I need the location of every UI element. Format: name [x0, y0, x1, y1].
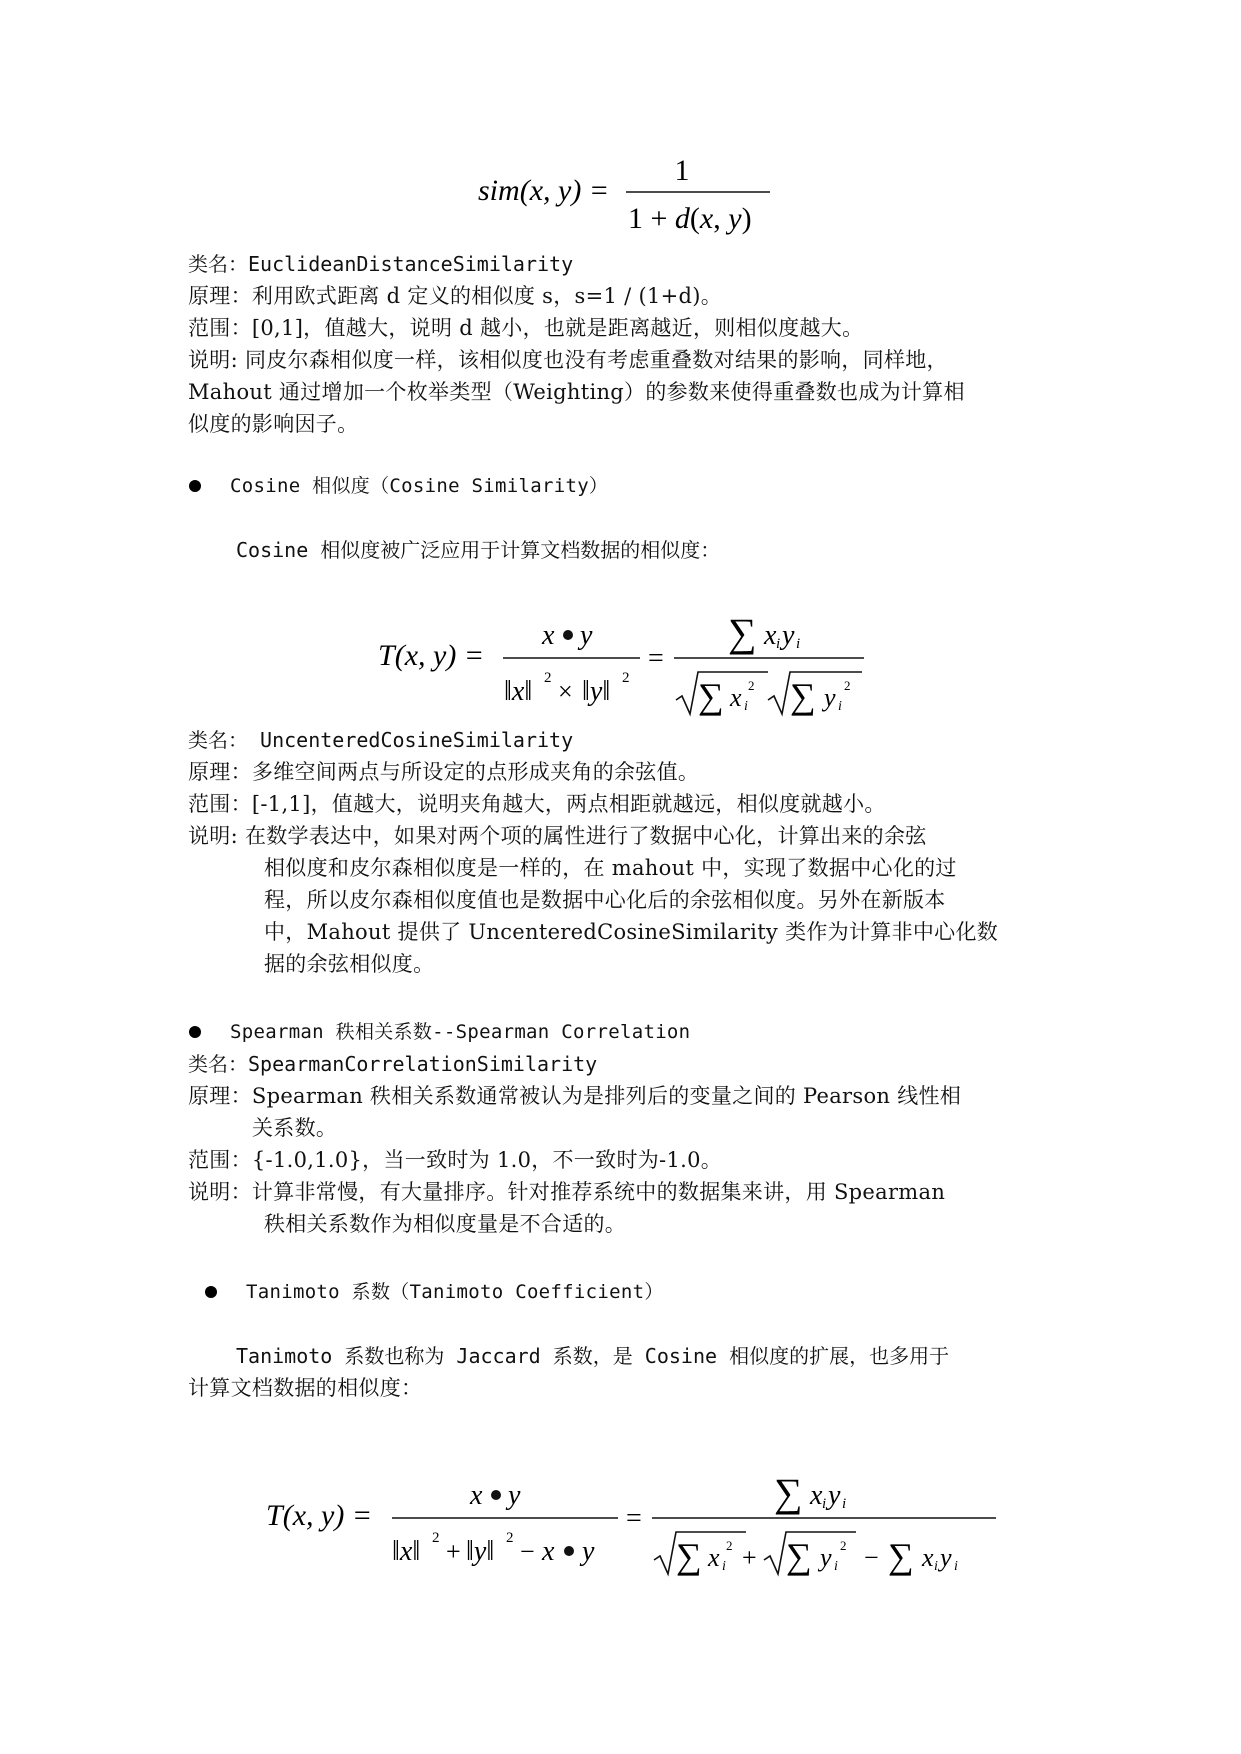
svg-text:i: i: [834, 1559, 838, 1574]
svg-text:i: i: [744, 699, 748, 714]
svg-text:+: +: [446, 1537, 461, 1566]
svg-text:i: i: [776, 636, 781, 652]
svg-text:y: y: [828, 1480, 841, 1511]
svg-text:∑: ∑: [676, 1536, 702, 1576]
spearman-range: 范围：{-1.0,1.0}，当一致时为 1.0，不一致时为-1.0。: [188, 1148, 723, 1172]
svg-text:‖y‖: ‖y‖: [582, 676, 611, 707]
euclidean-note-line-2: Mahout 通过增加一个枚举类型（Weighting）的参数来使得重叠数也成为计算相: [188, 380, 965, 404]
euclidean-principle: 原理：利用欧式距离 d 定义的相似度 s，s=1 / (1+d)。: [188, 284, 723, 308]
svg-text:T(x, y) =: T(x, y) =: [266, 1499, 373, 1532]
svg-text:y: y: [824, 683, 836, 712]
spearman-principle-line-2: 关系数。: [252, 1116, 338, 1140]
svg-text:∑: ∑: [790, 676, 816, 716]
svg-text:‖x‖: ‖x‖: [392, 1536, 421, 1567]
svg-text:∑: ∑: [728, 610, 757, 655]
spearman-note-line-1: 说明：计算非常慢，有大量排序。针对推荐系统中的数据集来讲，用 Spearman: [188, 1180, 946, 1204]
svg-text:x: x: [764, 620, 777, 651]
svg-text:2: 2: [506, 1530, 514, 1546]
svg-text:y: y: [582, 1536, 595, 1567]
svg-text:x: x: [922, 1543, 934, 1572]
cosine-bullet-icon: [189, 480, 201, 492]
spearman-classname: 类名：SpearmanCorrelationSimilarity: [188, 1052, 598, 1076]
cosine-note-line-3: 程，所以皮尔森相似度值也是数据中心化后的余弦相似度。另外在新版本: [264, 888, 946, 912]
svg-text:=: =: [648, 643, 664, 674]
svg-text:∑: ∑: [888, 1536, 914, 1576]
euclidean-similarity-formula: [478, 150, 798, 240]
svg-text:x: x: [708, 1543, 720, 1572]
svg-text:y: y: [820, 1543, 832, 1572]
svg-text:i: i: [954, 1559, 958, 1574]
cosine-heading: Cosine 相似度（Cosine Similarity）: [230, 475, 609, 497]
cosine-note-line-1: 说明: 在数学表达中，如果对两个项的属性进行了数据中心化，计算出来的余弦: [188, 824, 927, 848]
svg-text:−: −: [520, 1537, 535, 1566]
svg-text:y: y: [940, 1543, 952, 1572]
svg-text:+: +: [742, 1543, 757, 1572]
spearman-bullet-icon: [189, 1026, 201, 1038]
svg-text:x: x: [810, 1480, 823, 1511]
spearman-note-line-2: 秩相关系数作为相似度量是不合适的。: [264, 1212, 627, 1236]
formula1-svg: [478, 150, 798, 236]
spearman-principle-line-1: 原理：Spearman 秩相关系数通常被认为是排列后的变量之间的 Pearson 线性相: [188, 1084, 962, 1108]
cosine-intro: Cosine 相似度被广泛应用于计算文档数据的相似度：: [236, 538, 721, 562]
euclidean-classname: 类名：EuclideanDistanceSimilarity: [188, 252, 574, 276]
svg-text:i: i: [842, 1496, 847, 1512]
svg-text:x: x: [542, 1536, 555, 1567]
euclidean-note-line-3: 似度的影响因子。: [188, 412, 359, 436]
tanimoto-intro-line-2: 计算文档数据的相似度：: [188, 1376, 423, 1400]
tanimoto-bullet-icon: [205, 1286, 217, 1298]
svg-text:y: y: [508, 1480, 521, 1511]
svg-text:∑: ∑: [698, 676, 724, 716]
svg-text:=: =: [626, 1503, 642, 1534]
svg-text:1 + d(x, y): 1 + d(x, y): [628, 202, 752, 235]
svg-text:sim(x, y) =: sim(x, y) =: [478, 174, 610, 207]
svg-text:1: 1: [674, 154, 690, 187]
tanimoto-heading: Tanimoto 系数（Tanimoto Coefficient）: [246, 1281, 664, 1303]
cosine-classname: 类名： UncenteredCosineSimilarity: [188, 728, 574, 752]
svg-text:‖y‖: ‖y‖: [466, 1536, 495, 1567]
tanimoto-coefficient-formula: [266, 1470, 1006, 1584]
svg-text:∑: ∑: [786, 1536, 812, 1576]
spearman-heading: Spearman 秩相关系数--Spearman Correlation: [230, 1021, 691, 1043]
tanimoto-intro-line-1: Tanimoto 系数也称为 Jaccard 系数，是 Cosine 相似度的扩展，也多用于: [236, 1344, 950, 1368]
svg-text:2: 2: [840, 1538, 847, 1553]
svg-text:i: i: [838, 699, 842, 714]
svg-text:i: i: [822, 1496, 827, 1512]
svg-text:y: y: [580, 620, 593, 651]
svg-text:2: 2: [748, 678, 755, 693]
svg-text:−: −: [864, 1543, 879, 1572]
svg-text:2: 2: [726, 1538, 733, 1553]
svg-text:2: 2: [844, 678, 851, 693]
svg-text:×: ×: [558, 677, 573, 706]
svg-text:x: x: [542, 620, 555, 651]
svg-text:‖x‖: ‖x‖: [504, 676, 533, 707]
euclidean-range: 范围：[0,1]，值越大，说明 d 越小，也就是距离越近，则相似度越大。: [188, 316, 864, 340]
svg-text:∑: ∑: [774, 1470, 803, 1515]
svg-text:i: i: [796, 636, 801, 652]
formula2-svg: [378, 610, 878, 720]
svg-text:2: 2: [544, 670, 552, 686]
cosine-note-line-2: 相似度和皮尔森相似度是一样的，在 mahout 中，实现了数据中心化的过: [264, 856, 957, 880]
cosine-similarity-formula: [378, 610, 878, 724]
formula3-svg: [266, 1470, 1006, 1580]
svg-text:x: x: [730, 683, 742, 712]
svg-text:x: x: [470, 1480, 483, 1511]
cosine-range: 范围：[-1,1]，值越大，说明夹角越大，两点相距就越远，相似度就越小。: [188, 792, 886, 816]
cosine-note-line-5: 据的余弦相似度。: [264, 952, 435, 976]
svg-text:i: i: [722, 1559, 726, 1574]
svg-text:2: 2: [432, 1530, 440, 1546]
svg-text:y: y: [782, 620, 795, 651]
svg-text:2: 2: [622, 670, 630, 686]
cosine-principle: 原理：多维空间两点与所设定的点形成夹角的余弦值。: [188, 760, 700, 784]
euclidean-note-line-1: 说明: 同皮尔森相似度一样，该相似度也没有考虑重叠数对结果的影响，同样地，: [188, 348, 948, 372]
cosine-note-line-4: 中，Mahout 提供了 UncenteredCosineSimilarity 类作为计算非中心化数: [264, 920, 999, 944]
svg-text:i: i: [934, 1559, 938, 1574]
svg-text:T(x, y) =: T(x, y) =: [378, 639, 485, 672]
